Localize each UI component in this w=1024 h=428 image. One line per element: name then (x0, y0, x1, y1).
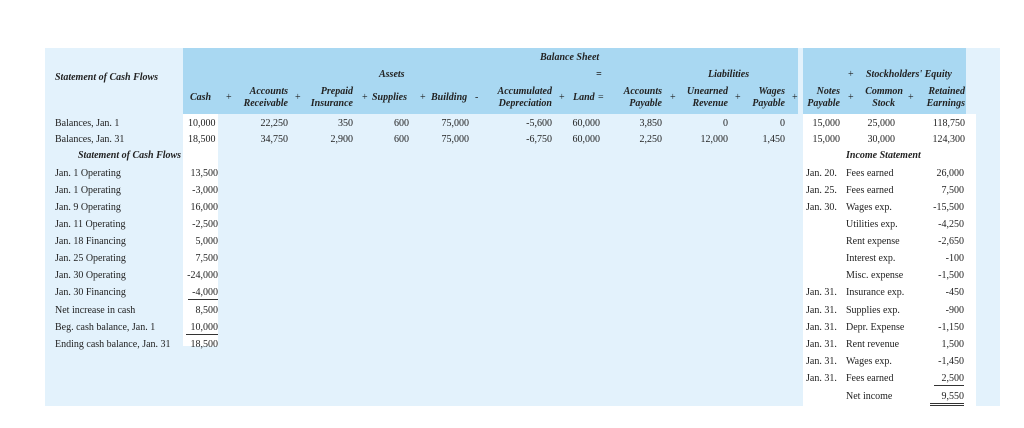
balance-cash: 10,000 (188, 118, 216, 129)
income-label: Misc. expense (846, 270, 904, 281)
plus-sign: + (848, 92, 854, 103)
col-accounts-receivable-2: Receivable (243, 98, 288, 109)
balance-ar: 22,250 (260, 118, 288, 129)
col-wages-payable-1: Wages (758, 86, 785, 97)
balance-supplies: 600 (394, 134, 409, 145)
plus-sign: + (848, 69, 854, 80)
cash-flow-label: Jan. 18 Financing (55, 236, 126, 247)
col-unearned-revenue-1: Unearned (686, 86, 728, 97)
cash-flow-label: Jan. 11 Operating (55, 219, 126, 230)
income-date: Jan. 31. (806, 305, 837, 316)
balance-np: 15,000 (812, 134, 840, 145)
col-unearned-revenue-2: Revenue (692, 98, 728, 109)
income-value: 26,000 (936, 168, 964, 179)
cash-flow-label: Jan. 1 Operating (55, 168, 121, 179)
income-label: Insurance exp. (846, 287, 905, 298)
col-wages-payable-2: Payable (752, 98, 785, 109)
income-label: Rent expense (846, 236, 900, 247)
plus-sign: + (362, 92, 368, 103)
plus-sign: + (908, 92, 914, 103)
income-date: Jan. 31. (806, 356, 837, 367)
income-label: Wages exp. (846, 356, 892, 367)
col-notes-payable-1: Notes (816, 86, 840, 97)
cash-flow-value: -4,000 (188, 287, 218, 300)
cash-flow-label: Jan. 30 Financing (55, 287, 126, 298)
income-label: Utilities exp. (846, 219, 898, 230)
balance-acc-dep: -6,750 (526, 134, 552, 145)
cash-flow-label: Jan. 30 Operating (55, 270, 126, 281)
balance-cash: 18,500 (188, 134, 216, 145)
income-label: Depr. Expense (846, 322, 905, 333)
income-label: Supplies exp. (846, 305, 900, 316)
equals-sign: = (596, 69, 602, 80)
income-value: -4,250 (938, 219, 964, 230)
col-retained-earnings-1: Retained (928, 86, 965, 97)
col-retained-earnings-2: Earnings (926, 98, 965, 109)
income-value: -900 (945, 305, 964, 316)
balance-wp: 1,450 (762, 134, 785, 145)
plus-sign: + (226, 92, 232, 103)
income-label: Wages exp. (846, 202, 892, 213)
col-notes-payable-2: Payable (807, 98, 840, 109)
balance-wp: 0 (780, 118, 785, 129)
plus-sign: + (295, 92, 301, 103)
cash-flow-value: 5,000 (195, 236, 218, 247)
cash-flow-value: 16,000 (190, 202, 218, 213)
income-date: Jan. 31. (806, 373, 837, 384)
balance-supplies: 600 (394, 118, 409, 129)
income-value: -15,500 (933, 202, 964, 213)
balance-re: 124,300 (932, 134, 965, 145)
income-label: Fees earned (846, 168, 894, 179)
balance-row-label: Balances, Jan. 1 (55, 118, 120, 129)
cash-flow-value: 13,500 (190, 168, 218, 179)
income-date: Jan. 31. (806, 322, 837, 333)
income-value: -1,500 (938, 270, 964, 281)
income-label: Rent revenue (846, 339, 900, 350)
cash-flow-label: Jan. 9 Operating (55, 202, 121, 213)
minus-sign: - (475, 92, 479, 103)
cash-flow-label: Beg. cash balance, Jan. 1 (55, 322, 156, 333)
balance-pi: 2,900 (330, 134, 353, 145)
balance-building: 75,000 (441, 134, 469, 145)
balance-row-label: Balances, Jan. 31 (55, 134, 125, 145)
net-income-value: 9,550 (930, 391, 964, 406)
col-prepaid-insurance-1: Prepaid (320, 86, 353, 97)
balance-land: 60,000 (572, 118, 600, 129)
balance-building: 75,000 (441, 118, 469, 129)
balance-acc-dep: -5,600 (526, 118, 552, 129)
cash-flow-label: Ending cash balance, Jan. 31 (55, 339, 171, 350)
col-accounts-payable-2: Payable (629, 98, 662, 109)
plus-sign: + (670, 92, 676, 103)
income-value: 7,500 (941, 185, 964, 196)
balance-cs: 30,000 (867, 134, 895, 145)
plus-sign: + (559, 92, 565, 103)
balance-land: 60,000 (572, 134, 600, 145)
income-label: Fees earned (846, 185, 894, 196)
plus-sign: + (792, 92, 798, 103)
income-date: Jan. 30. (806, 202, 837, 213)
balance-ur: 12,000 (700, 134, 728, 145)
cash-flow-value: -2,500 (192, 219, 218, 230)
income-value: -1,450 (938, 356, 964, 367)
income-value: -2,650 (938, 236, 964, 247)
income-value: -450 (945, 287, 964, 298)
equals-sign: = (598, 92, 604, 103)
plus-sign: + (735, 92, 741, 103)
income-value: -100 (945, 253, 964, 264)
balance-ar: 34,750 (260, 134, 288, 145)
cash-flow-value: 8,500 (195, 305, 218, 316)
cash-flow-label: Jan. 1 Operating (55, 185, 121, 196)
balance-ap: 3,850 (639, 118, 662, 129)
income-value: 1,500 (941, 339, 964, 350)
liabilities-heading: Liabilities (708, 69, 750, 80)
income-date: Jan. 25. (806, 185, 837, 196)
balance-np: 15,000 (812, 118, 840, 129)
col-accumulated-depreciation-2: Depreciation (498, 98, 552, 109)
income-label: Interest exp. (846, 253, 896, 264)
col-accumulated-depreciation-1: Accumulated (497, 86, 552, 97)
balance-pi: 350 (338, 118, 353, 129)
balance-cs: 25,000 (867, 118, 895, 129)
col-cash: Cash (190, 92, 212, 103)
cash-flow-value: 10,000 (186, 322, 218, 335)
col-accounts-receivable-1: Accounts (249, 86, 288, 97)
col-prepaid-insurance-2: Insurance (310, 98, 353, 109)
equity-heading: Stockholders' Equity (866, 69, 952, 80)
income-date: Jan. 20. (806, 168, 837, 179)
balance-re: 118,750 (932, 118, 965, 129)
col-supplies: Supplies (372, 92, 408, 103)
col-accounts-payable-1: Accounts (623, 86, 662, 97)
balance-ur: 0 (723, 118, 728, 129)
col-land: Land (573, 92, 595, 103)
net-income-label: Net income (846, 391, 893, 402)
col-building: Building (431, 92, 468, 103)
cash-flow-title: Statement of Cash Flows (78, 150, 182, 161)
assets-heading: Assets (379, 69, 405, 80)
income-date: Jan. 31. (806, 339, 837, 350)
cash-flow-value: 7,500 (195, 253, 218, 264)
balance-ap: 2,250 (639, 134, 662, 145)
balance-sheet-title: Balance Sheet (540, 52, 600, 63)
cash-flow-label: Net increase in cash (55, 305, 136, 316)
income-value: 2,500 (934, 373, 964, 386)
income-date: Jan. 31. (806, 287, 837, 298)
plus-sign: + (420, 92, 426, 103)
income-statement-title: Income Statement (846, 150, 921, 161)
cash-flow-value: 18,500 (190, 339, 218, 350)
cash-flow-value: -3,000 (192, 185, 218, 196)
cash-flow-value: -24,000 (187, 270, 218, 281)
col-common-stock-1: Common (865, 86, 903, 97)
left-section-title: Statement of Cash Flows (55, 72, 159, 83)
income-value: -1,150 (938, 322, 964, 333)
income-label: Fees earned (846, 373, 894, 384)
col-common-stock-2: Stock (872, 98, 895, 109)
cash-flow-label: Jan. 25 Operating (55, 253, 126, 264)
